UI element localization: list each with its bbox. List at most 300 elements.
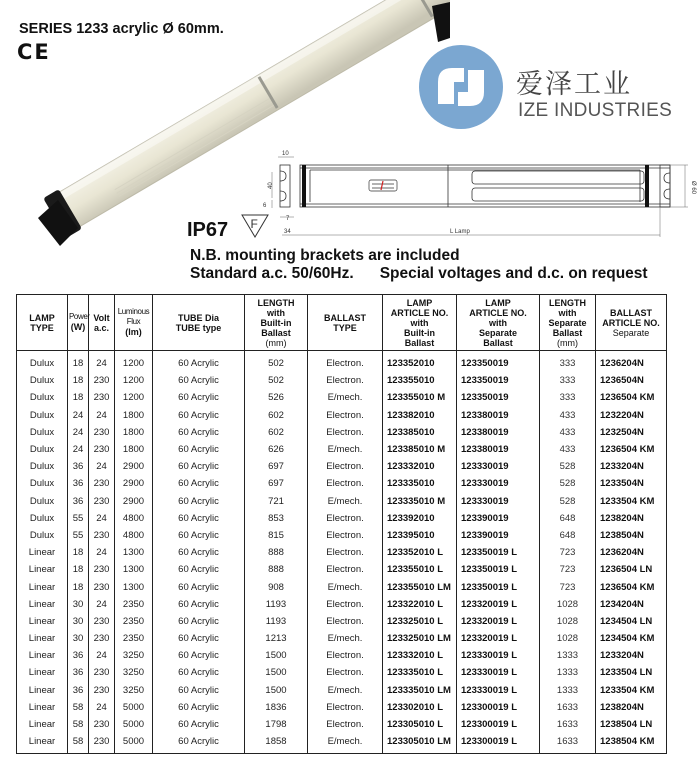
cell-lamp-type: Linear bbox=[17, 596, 68, 613]
cell-length-builtin: 1500 bbox=[245, 682, 308, 699]
cell-tube: 60 Acrylic bbox=[153, 544, 245, 561]
standard-ac-text: Standard a.c. 50/60Hz. bbox=[190, 265, 354, 282]
cell-volt: 24 bbox=[89, 544, 115, 561]
cell-ballast-type: Electron. bbox=[308, 351, 383, 373]
cell-length-separate: 333 bbox=[540, 389, 596, 406]
table-row bbox=[17, 664, 667, 681]
cell-length-builtin: 602 bbox=[245, 424, 308, 441]
cell-article-builtin: 123335010 bbox=[383, 475, 457, 492]
cell-tube: 60 Acrylic bbox=[153, 699, 245, 716]
cell-length-separate: 1633 bbox=[540, 699, 596, 716]
cell-power: 36 bbox=[68, 682, 89, 699]
cell-ballast-type: E/mech. bbox=[308, 441, 383, 458]
svg-text:F: F bbox=[250, 217, 258, 231]
cell-power: 18 bbox=[68, 578, 89, 595]
cell-flux: 1200 bbox=[115, 351, 153, 373]
cell-article-separate: 123320019 L bbox=[457, 613, 540, 630]
dim-small-label: 7 bbox=[286, 216, 290, 222]
cell-volt: 230 bbox=[89, 578, 115, 595]
cell-volt: 230 bbox=[89, 424, 115, 441]
cell-article-builtin: 123325010 L bbox=[383, 613, 457, 630]
cell-article-separate: 123300019 L bbox=[457, 716, 540, 733]
cell-flux: 1800 bbox=[115, 424, 153, 441]
table-body bbox=[17, 351, 667, 754]
cell-ballast-type: Electron. bbox=[308, 544, 383, 561]
cell-power: 18 bbox=[68, 351, 89, 373]
cell-flux: 5000 bbox=[115, 716, 153, 733]
cell-lamp-type: Linear bbox=[17, 613, 68, 630]
cell-length-builtin: 1213 bbox=[245, 630, 308, 647]
cell-article-separate: 123320019 L bbox=[457, 630, 540, 647]
cell-volt: 24 bbox=[89, 458, 115, 475]
cell-lamp-type: Linear bbox=[17, 578, 68, 595]
logo-name-chinese: 爱泽工业 bbox=[516, 69, 632, 100]
table-row bbox=[17, 716, 667, 733]
cell-ballast-type: E/mech. bbox=[308, 682, 383, 699]
cell-length-separate: 433 bbox=[540, 424, 596, 441]
cell-length-builtin: 888 bbox=[245, 544, 308, 561]
cell-ballast-type: Electron. bbox=[308, 647, 383, 664]
cell-power: 30 bbox=[68, 613, 89, 630]
cell-length-builtin: 1193 bbox=[245, 613, 308, 630]
cell-ballast-article: 1232204N bbox=[596, 407, 667, 424]
cell-volt: 230 bbox=[89, 475, 115, 492]
header-power: Power (W) bbox=[68, 295, 89, 351]
cell-length-builtin: 697 bbox=[245, 475, 308, 492]
cell-length-builtin: 502 bbox=[245, 372, 308, 389]
cell-length-builtin: 526 bbox=[245, 389, 308, 406]
cell-length-separate: 528 bbox=[540, 493, 596, 510]
cell-flux: 1300 bbox=[115, 544, 153, 561]
cell-ballast-article: 1233204N bbox=[596, 458, 667, 475]
cell-ballast-type: Electron. bbox=[308, 527, 383, 544]
table-row bbox=[17, 372, 667, 389]
table-row bbox=[17, 389, 667, 406]
cell-tube: 60 Acrylic bbox=[153, 389, 245, 406]
cell-length-separate: 1028 bbox=[540, 613, 596, 630]
cell-tube: 60 Acrylic bbox=[153, 424, 245, 441]
cell-ballast-article: 1233504 LN bbox=[596, 664, 667, 681]
cell-volt: 230 bbox=[89, 613, 115, 630]
cell-flux: 4800 bbox=[115, 510, 153, 527]
cell-length-separate: 433 bbox=[540, 441, 596, 458]
cell-volt: 24 bbox=[89, 699, 115, 716]
cell-tube: 60 Acrylic bbox=[153, 716, 245, 733]
ce-mark-icon: CE bbox=[17, 40, 51, 64]
cell-flux: 5000 bbox=[115, 699, 153, 716]
cell-power: 36 bbox=[68, 475, 89, 492]
cell-ballast-article: 1238204N bbox=[596, 699, 667, 716]
cell-tube: 60 Acrylic bbox=[153, 578, 245, 595]
cell-ballast-article: 1236504N bbox=[596, 372, 667, 389]
cell-article-builtin: 123392010 bbox=[383, 510, 457, 527]
cell-length-separate: 1633 bbox=[540, 733, 596, 754]
cell-ballast-article: 1236204N bbox=[596, 351, 667, 373]
cell-length-separate: 723 bbox=[540, 544, 596, 561]
cell-article-builtin: 123335010 L bbox=[383, 664, 457, 681]
cell-flux: 2900 bbox=[115, 493, 153, 510]
table-row bbox=[17, 458, 667, 475]
cell-ballast-type: E/mech. bbox=[308, 578, 383, 595]
cell-flux: 3250 bbox=[115, 647, 153, 664]
table-row bbox=[17, 424, 667, 441]
cell-flux: 2350 bbox=[115, 596, 153, 613]
cell-ballast-article: 1232504N bbox=[596, 424, 667, 441]
cell-article-builtin: 123395010 bbox=[383, 527, 457, 544]
cell-volt: 230 bbox=[89, 372, 115, 389]
cell-power: 36 bbox=[68, 458, 89, 475]
cell-length-separate: 333 bbox=[540, 351, 596, 373]
cell-article-builtin: 123322010 L bbox=[383, 596, 457, 613]
cell-ballast-article: 1234504 KM bbox=[596, 630, 667, 647]
cell-tube: 60 Acrylic bbox=[153, 510, 245, 527]
cell-tube: 60 Acrylic bbox=[153, 475, 245, 492]
table-row bbox=[17, 596, 667, 613]
header-tube: TUBE Dia TUBE type bbox=[153, 295, 245, 351]
cell-volt: 230 bbox=[89, 630, 115, 647]
cell-article-builtin: 123355010 L bbox=[383, 561, 457, 578]
cell-ballast-article: 1238504N bbox=[596, 527, 667, 544]
cell-lamp-type: Dulux bbox=[17, 407, 68, 424]
dim-height-label: 40 bbox=[268, 182, 274, 189]
cell-tube: 60 Acrylic bbox=[153, 493, 245, 510]
cell-length-builtin: 888 bbox=[245, 561, 308, 578]
cell-tube: 60 Acrylic bbox=[153, 351, 245, 373]
cell-ballast-article: 1236504 KM bbox=[596, 441, 667, 458]
table-row bbox=[17, 682, 667, 699]
cell-ballast-type: Electron. bbox=[308, 613, 383, 630]
logo-name-english: IZE INDUSTRIES bbox=[518, 100, 673, 121]
dim-offset-label: 34 bbox=[284, 229, 291, 235]
table-row bbox=[17, 630, 667, 647]
cell-tube: 60 Acrylic bbox=[153, 407, 245, 424]
table-row bbox=[17, 527, 667, 544]
cell-ballast-type: Electron. bbox=[308, 407, 383, 424]
cell-power: 24 bbox=[68, 424, 89, 441]
cell-article-separate: 123350019 L bbox=[457, 578, 540, 595]
cell-volt: 230 bbox=[89, 716, 115, 733]
table-header-row bbox=[17, 295, 667, 351]
cell-article-builtin: 123305010 LM bbox=[383, 733, 457, 754]
cell-power: 18 bbox=[68, 561, 89, 578]
cell-length-builtin: 1193 bbox=[245, 596, 308, 613]
cell-article-separate: 123390019 bbox=[457, 510, 540, 527]
cell-volt: 230 bbox=[89, 664, 115, 681]
table-row bbox=[17, 647, 667, 664]
cell-article-separate: 123390019 bbox=[457, 527, 540, 544]
voltage-note bbox=[190, 265, 648, 283]
cell-length-separate: 433 bbox=[540, 407, 596, 424]
cell-volt: 24 bbox=[89, 351, 115, 373]
cell-article-separate: 123330019 L bbox=[457, 647, 540, 664]
cell-lamp-type: Dulux bbox=[17, 389, 68, 406]
cell-ballast-article: 1236504 KM bbox=[596, 389, 667, 406]
cell-ballast-article: 1236204N bbox=[596, 544, 667, 561]
cell-tube: 60 Acrylic bbox=[153, 561, 245, 578]
cell-ballast-article: 1238504 LN bbox=[596, 716, 667, 733]
cell-lamp-type: Linear bbox=[17, 630, 68, 647]
cell-article-separate: 123320019 L bbox=[457, 596, 540, 613]
cell-article-builtin: 123355010 bbox=[383, 372, 457, 389]
header-article-separate: LAMP ARTICLE NO. with Separate Ballast bbox=[457, 295, 540, 351]
cell-volt: 230 bbox=[89, 389, 115, 406]
mounting-brackets-note: N.B. mounting brackets are included bbox=[190, 247, 460, 264]
cell-flux: 3250 bbox=[115, 664, 153, 681]
cell-ballast-article: 1238504 KM bbox=[596, 733, 667, 754]
cell-lamp-type: Linear bbox=[17, 544, 68, 561]
cell-volt: 230 bbox=[89, 682, 115, 699]
cell-ballast-type: Electron. bbox=[308, 458, 383, 475]
header-lamp-type: LAMP TYPE bbox=[17, 295, 68, 351]
cell-ballast-type: Electron. bbox=[308, 475, 383, 492]
cell-tube: 60 Acrylic bbox=[153, 630, 245, 647]
f-mark-triangle-icon bbox=[240, 213, 270, 239]
cell-ballast-type: Electron. bbox=[308, 716, 383, 733]
table-row bbox=[17, 613, 667, 630]
cell-lamp-type: Dulux bbox=[17, 527, 68, 544]
cell-power: 36 bbox=[68, 664, 89, 681]
cell-lamp-type: Linear bbox=[17, 699, 68, 716]
cell-power: 18 bbox=[68, 372, 89, 389]
cell-article-separate: 123350019 L bbox=[457, 544, 540, 561]
cell-article-builtin: 123332010 L bbox=[383, 647, 457, 664]
cell-length-separate: 1333 bbox=[540, 682, 596, 699]
header-length-builtin: LENGTH with Built-in Ballast (mm) bbox=[245, 295, 308, 351]
cell-article-separate: 123350019 bbox=[457, 372, 540, 389]
cell-length-builtin: 1858 bbox=[245, 733, 308, 754]
cell-tube: 60 Acrylic bbox=[153, 647, 245, 664]
table-row bbox=[17, 544, 667, 561]
dimension-drawing bbox=[260, 145, 697, 245]
cell-flux: 1800 bbox=[115, 441, 153, 458]
cell-article-separate: 123380019 bbox=[457, 407, 540, 424]
cell-tube: 60 Acrylic bbox=[153, 664, 245, 681]
cell-volt: 230 bbox=[89, 561, 115, 578]
cell-flux: 5000 bbox=[115, 733, 153, 754]
cell-ballast-type: E/mech. bbox=[308, 733, 383, 754]
cell-article-separate: 123350019 L bbox=[457, 561, 540, 578]
cell-volt: 230 bbox=[89, 527, 115, 544]
cell-flux: 4800 bbox=[115, 527, 153, 544]
cell-tube: 60 Acrylic bbox=[153, 733, 245, 754]
cell-lamp-type: Dulux bbox=[17, 351, 68, 373]
cell-length-builtin: 815 bbox=[245, 527, 308, 544]
table-row bbox=[17, 561, 667, 578]
cell-article-separate: 123300019 L bbox=[457, 699, 540, 716]
cell-article-separate: 123330019 bbox=[457, 493, 540, 510]
cell-volt: 24 bbox=[89, 596, 115, 613]
cell-volt: 24 bbox=[89, 407, 115, 424]
cell-ballast-type: Electron. bbox=[308, 372, 383, 389]
table-row bbox=[17, 493, 667, 510]
table-row bbox=[17, 699, 667, 716]
cell-ballast-article: 1233504 KM bbox=[596, 493, 667, 510]
cell-article-builtin: 123335010 LM bbox=[383, 682, 457, 699]
cell-length-separate: 528 bbox=[540, 458, 596, 475]
cell-power: 55 bbox=[68, 527, 89, 544]
cell-power: 58 bbox=[68, 699, 89, 716]
cell-length-separate: 1028 bbox=[540, 596, 596, 613]
cell-length-separate: 1028 bbox=[540, 630, 596, 647]
cell-power: 24 bbox=[68, 441, 89, 458]
cell-ballast-type: E/mech. bbox=[308, 630, 383, 647]
cell-length-builtin: 1500 bbox=[245, 664, 308, 681]
cell-article-separate: 123380019 bbox=[457, 441, 540, 458]
cell-lamp-type: Dulux bbox=[17, 372, 68, 389]
cell-article-separate: 123350019 bbox=[457, 389, 540, 406]
cell-length-separate: 1633 bbox=[540, 716, 596, 733]
table-row bbox=[17, 441, 667, 458]
cell-flux: 1300 bbox=[115, 578, 153, 595]
header-ballast-article: BALLAST ARTICLE NO. Separate bbox=[596, 295, 667, 351]
cell-article-builtin: 123385010 M bbox=[383, 441, 457, 458]
cell-length-builtin: 1500 bbox=[245, 647, 308, 664]
dim-length-label: L Lamp bbox=[450, 229, 470, 235]
cell-article-builtin: 123335010 M bbox=[383, 493, 457, 510]
cell-article-builtin: 123382010 bbox=[383, 407, 457, 424]
cell-tube: 60 Acrylic bbox=[153, 596, 245, 613]
cell-article-separate: 123330019 L bbox=[457, 682, 540, 699]
cell-volt: 24 bbox=[89, 510, 115, 527]
table-row bbox=[17, 351, 667, 373]
cell-ballast-article: 1233504 KM bbox=[596, 682, 667, 699]
cell-flux: 1200 bbox=[115, 372, 153, 389]
header-length-separate: LENGTH with Separate Ballast (mm) bbox=[540, 295, 596, 351]
cell-volt: 230 bbox=[89, 733, 115, 754]
cell-power: 58 bbox=[68, 716, 89, 733]
cell-flux: 3250 bbox=[115, 682, 153, 699]
cell-ballast-type: Electron. bbox=[308, 424, 383, 441]
cell-ballast-type: Electron. bbox=[308, 561, 383, 578]
cell-power: 36 bbox=[68, 647, 89, 664]
cell-ballast-type: Electron. bbox=[308, 510, 383, 527]
cell-power: 58 bbox=[68, 733, 89, 754]
cell-article-builtin: 123355010 LM bbox=[383, 578, 457, 595]
series-title: SERIES 1233 acrylic Ø 60mm. bbox=[19, 21, 224, 37]
cell-article-builtin: 123385010 bbox=[383, 424, 457, 441]
cell-tube: 60 Acrylic bbox=[153, 441, 245, 458]
cell-tube: 60 Acrylic bbox=[153, 527, 245, 544]
cell-article-separate: 123330019 bbox=[457, 475, 540, 492]
cell-article-builtin: 123305010 L bbox=[383, 716, 457, 733]
cell-flux: 2350 bbox=[115, 630, 153, 647]
header-volt: Volt a.c. bbox=[89, 295, 115, 351]
dim-slot-label: 6 bbox=[263, 203, 267, 209]
cell-power: 30 bbox=[68, 596, 89, 613]
cell-power: 55 bbox=[68, 510, 89, 527]
cell-ballast-article: 1234204N bbox=[596, 596, 667, 613]
cell-length-builtin: 697 bbox=[245, 458, 308, 475]
cell-volt: 24 bbox=[89, 647, 115, 664]
dim-top-label: 10 bbox=[282, 151, 289, 157]
cell-power: 30 bbox=[68, 630, 89, 647]
cell-ballast-article: 1236504 KM bbox=[596, 578, 667, 595]
cell-article-builtin: 123332010 bbox=[383, 458, 457, 475]
cell-article-builtin: 123325010 LM bbox=[383, 630, 457, 647]
cell-length-separate: 648 bbox=[540, 510, 596, 527]
cell-length-separate: 1333 bbox=[540, 664, 596, 681]
cell-power: 36 bbox=[68, 493, 89, 510]
cell-flux: 1300 bbox=[115, 561, 153, 578]
cell-length-builtin: 602 bbox=[245, 407, 308, 424]
cell-length-builtin: 502 bbox=[245, 351, 308, 373]
cell-lamp-type: Linear bbox=[17, 647, 68, 664]
cell-ballast-article: 1233204N bbox=[596, 647, 667, 664]
header-luminous-flux: Luminous Flux (lm) bbox=[115, 295, 153, 351]
cell-lamp-type: Linear bbox=[17, 716, 68, 733]
table-row bbox=[17, 475, 667, 492]
cell-lamp-type: Dulux bbox=[17, 424, 68, 441]
cell-lamp-type: Dulux bbox=[17, 475, 68, 492]
cell-tube: 60 Acrylic bbox=[153, 682, 245, 699]
cell-ballast-type: Electron. bbox=[308, 664, 383, 681]
cell-length-separate: 333 bbox=[540, 372, 596, 389]
dim-diameter-label: Ø 60 bbox=[690, 181, 696, 195]
cell-power: 18 bbox=[68, 389, 89, 406]
cell-lamp-type: Linear bbox=[17, 561, 68, 578]
cell-ballast-type: Electron. bbox=[308, 699, 383, 716]
cell-lamp-type: Dulux bbox=[17, 493, 68, 510]
cell-article-separate: 123330019 bbox=[457, 458, 540, 475]
cell-length-builtin: 853 bbox=[245, 510, 308, 527]
cell-tube: 60 Acrylic bbox=[153, 613, 245, 630]
cell-length-builtin: 721 bbox=[245, 493, 308, 510]
header-article-builtin: LAMP ARTICLE NO. with Built-in Ballast bbox=[383, 295, 457, 351]
cell-article-separate: 123380019 bbox=[457, 424, 540, 441]
cell-length-separate: 723 bbox=[540, 578, 596, 595]
cell-ballast-article: 1238204N bbox=[596, 510, 667, 527]
cell-tube: 60 Acrylic bbox=[153, 372, 245, 389]
cell-volt: 230 bbox=[89, 441, 115, 458]
table-row bbox=[17, 407, 667, 424]
cell-length-builtin: 1836 bbox=[245, 699, 308, 716]
table-row bbox=[17, 578, 667, 595]
cell-flux: 2350 bbox=[115, 613, 153, 630]
specification-table bbox=[16, 294, 667, 754]
cell-article-builtin: 123352010 bbox=[383, 351, 457, 373]
cell-article-builtin: 123352010 L bbox=[383, 544, 457, 561]
cell-article-builtin: 123302010 L bbox=[383, 699, 457, 716]
cell-length-builtin: 626 bbox=[245, 441, 308, 458]
cell-ballast-type: Electron. bbox=[308, 596, 383, 613]
cell-ballast-article: 1234504 LN bbox=[596, 613, 667, 630]
cell-article-separate: 123330019 L bbox=[457, 664, 540, 681]
cell-length-separate: 723 bbox=[540, 561, 596, 578]
cell-ballast-type: E/mech. bbox=[308, 493, 383, 510]
cell-article-builtin: 123355010 M bbox=[383, 389, 457, 406]
cell-length-separate: 528 bbox=[540, 475, 596, 492]
cell-lamp-type: Dulux bbox=[17, 510, 68, 527]
cell-lamp-type: Dulux bbox=[17, 458, 68, 475]
cell-flux: 2900 bbox=[115, 475, 153, 492]
cell-article-separate: 123300019 L bbox=[457, 733, 540, 754]
cell-volt: 230 bbox=[89, 493, 115, 510]
cell-lamp-type: Linear bbox=[17, 682, 68, 699]
ize-logo-icon bbox=[416, 42, 506, 132]
cell-lamp-type: Linear bbox=[17, 733, 68, 754]
cell-lamp-type: Linear bbox=[17, 664, 68, 681]
cell-flux: 2900 bbox=[115, 458, 153, 475]
cell-flux: 1200 bbox=[115, 389, 153, 406]
cell-length-builtin: 908 bbox=[245, 578, 308, 595]
cell-lamp-type: Dulux bbox=[17, 441, 68, 458]
cell-ballast-type: E/mech. bbox=[308, 389, 383, 406]
cell-tube: 60 Acrylic bbox=[153, 458, 245, 475]
table-row bbox=[17, 510, 667, 527]
cell-length-separate: 648 bbox=[540, 527, 596, 544]
ip-rating: IP67 bbox=[187, 219, 229, 241]
header-ballast-type: BALLAST TYPE bbox=[308, 295, 383, 351]
